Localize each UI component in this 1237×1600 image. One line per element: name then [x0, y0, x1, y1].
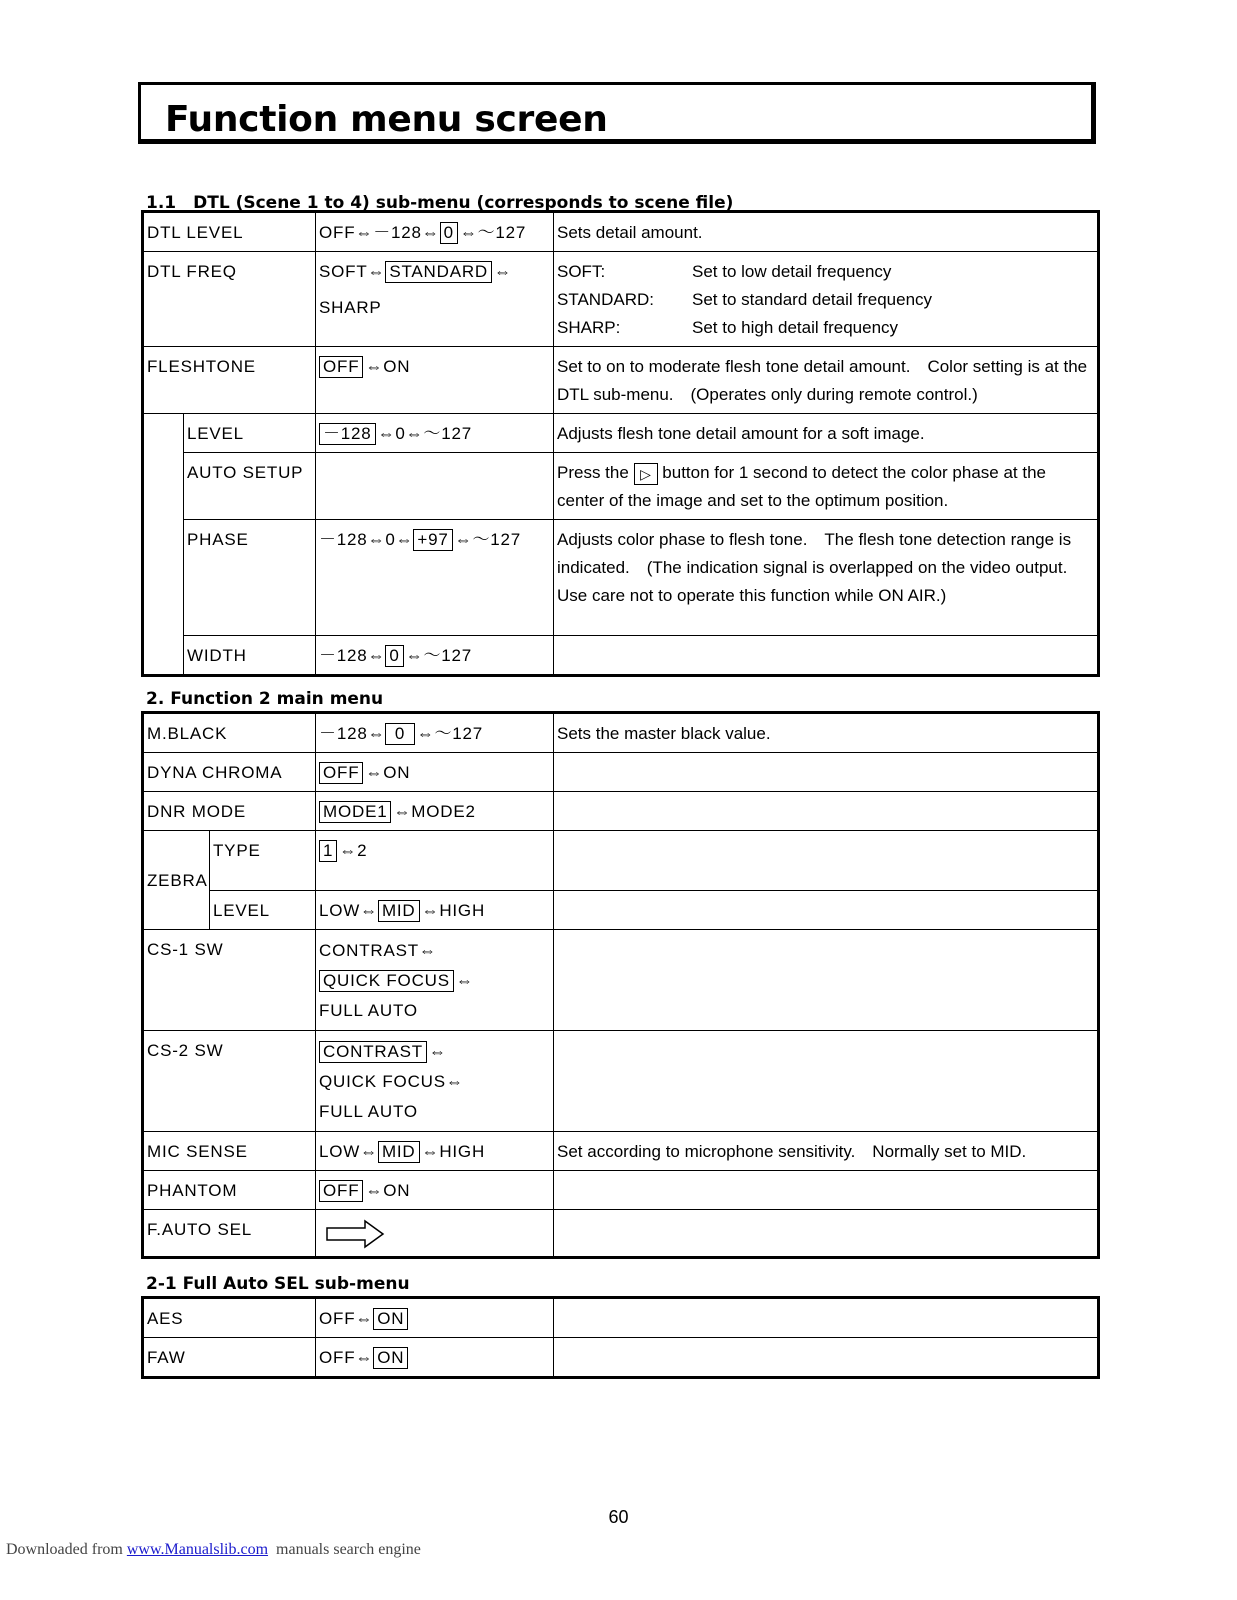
dtl-table — [141, 210, 1100, 677]
row-desc — [554, 930, 1099, 1031]
selected-value: 1 — [319, 840, 337, 862]
selected-value: －128 — [319, 423, 376, 445]
row-desc — [554, 753, 1099, 792]
table-row — [143, 1031, 1099, 1132]
row-desc — [554, 831, 1099, 891]
section1-heading: 1.1 DTL (Scene 1 to 4) sub-menu (corresponds to scene file) — [146, 193, 734, 213]
selected-value: OFF — [319, 762, 363, 784]
row-values: －128⇔0⇔ +97 ⇔～127 — [316, 520, 554, 636]
row-name: FAW — [143, 1338, 316, 1378]
row-desc — [554, 1171, 1099, 1210]
row-name: CS-1 SW — [143, 930, 316, 1031]
selected-value: 0 — [385, 723, 414, 745]
row-name: LEVEL — [184, 414, 316, 453]
row-desc: Set according to microphone sensitivity. Normally set to MID. — [554, 1132, 1099, 1171]
row-values: 1 ⇔2 — [316, 831, 554, 891]
table-row — [143, 347, 1099, 414]
row-values: CONTRAST⇔ QUICK FOCUS ⇔ FULL AUTO — [316, 930, 554, 1031]
row-values — [316, 453, 554, 520]
row-values: OFF ⇔ON — [316, 753, 554, 792]
section3-heading: 2-1 Full Auto SEL sub-menu — [146, 1274, 410, 1294]
row-name: DTL FREQ — [143, 252, 316, 347]
row-name: PHASE — [184, 520, 316, 636]
row-name: CS-2 SW — [143, 1031, 316, 1132]
row-values: MODE1 ⇔MODE2 — [316, 792, 554, 831]
table-row — [143, 713, 1099, 753]
table-row — [143, 792, 1099, 831]
indent-cell — [143, 414, 184, 676]
selected-value: ON — [373, 1308, 408, 1330]
table-row — [143, 891, 1099, 930]
row-name: WIDTH — [184, 636, 316, 676]
row-values: LOW⇔ MID ⇔HIGH — [316, 1132, 554, 1171]
table-row — [143, 1298, 1099, 1338]
row-desc: Adjusts color phase to flesh tone. The flesh tone detection range is indicated. (The indication signal is overlapped on the video output. Use care not to operate this function while ON AIR.) — [554, 520, 1099, 636]
row-desc: SOFT: Set to low detail frequency STANDARD: Set to standard detail frequency SHARP: Set to high detail frequency — [554, 252, 1099, 347]
row-values: CONTRAST ⇔ QUICK FOCUS⇔ FULL AUTO — [316, 1031, 554, 1132]
row-values: OFF ⇔ON — [316, 1171, 554, 1210]
row-values: OFF ⇔ON — [316, 347, 554, 414]
table-row — [143, 520, 1099, 636]
row-name: PHANTOM — [143, 1171, 316, 1210]
title-box — [138, 82, 1096, 144]
function2-table — [141, 711, 1100, 1259]
footer: Downloaded from www.Manualslib.com manuals search engine — [6, 1541, 421, 1558]
row-desc — [554, 1298, 1099, 1338]
row-desc — [554, 1338, 1099, 1378]
arrow-right-icon — [325, 1218, 387, 1250]
table-row — [143, 453, 1099, 520]
section2-heading: 2. Function 2 main menu — [146, 689, 384, 709]
selected-value: OFF — [319, 1180, 363, 1202]
row-desc: Set to on to moderate flesh tone detail amount. Color setting is at the DTL sub-menu. (Operates only during remote control.) — [554, 347, 1099, 414]
row-name: AES — [143, 1298, 316, 1338]
table-row — [143, 636, 1099, 676]
row-desc: Sets detail amount. — [554, 212, 1099, 252]
selected-value: 0 — [440, 222, 458, 244]
play-button-icon: ▷ — [634, 463, 658, 485]
row-subname: TYPE — [210, 831, 316, 891]
row-desc: Sets the master black value. — [554, 713, 1099, 753]
row-name: F.AUTO SEL — [143, 1210, 316, 1258]
row-values: OFF⇔ ON — [316, 1298, 554, 1338]
row-name: DTL LEVEL — [143, 212, 316, 252]
full-auto-table — [141, 1296, 1100, 1379]
table-row — [143, 753, 1099, 792]
row-name: MIC SENSE — [143, 1132, 316, 1171]
row-name: AUTO SETUP — [184, 453, 316, 520]
table-row — [143, 212, 1099, 252]
table-row — [143, 414, 1099, 453]
selected-value: MID — [378, 1141, 420, 1163]
manualslib-link[interactable]: www.Manualslib.com — [126, 1541, 269, 1558]
table-row — [143, 1171, 1099, 1210]
selected-value: STANDARD — [385, 261, 492, 283]
row-desc — [554, 1031, 1099, 1132]
row-name: DNR MODE — [143, 792, 316, 831]
selected-value: 0 — [385, 645, 403, 667]
row-desc — [554, 1210, 1099, 1258]
row-values: LOW⇔ MID ⇔HIGH — [316, 891, 554, 930]
row-values: OFF⇔－128⇔ 0 ⇔～127 — [316, 212, 554, 252]
row-name: FLESHTONE — [143, 347, 316, 414]
row-values: －128 ⇔0⇔～127 — [316, 414, 554, 453]
table-row — [143, 1338, 1099, 1378]
selected-value: +97 — [413, 529, 452, 551]
selected-value: CONTRAST — [319, 1041, 427, 1063]
selected-value: MODE1 — [319, 801, 391, 823]
table-row — [143, 930, 1099, 1031]
row-subname: LEVEL — [210, 891, 316, 930]
selected-value: QUICK FOCUS — [319, 970, 454, 992]
row-desc: Press the ▷ button for 1 second to detect the color phase at the center of the image and set to the optimum position. — [554, 453, 1099, 520]
row-values: －128⇔ 0 ⇔～127 — [316, 713, 554, 753]
row-desc — [554, 792, 1099, 831]
row-desc — [554, 891, 1099, 930]
row-values: OFF⇔ ON — [316, 1338, 554, 1378]
row-desc — [554, 636, 1099, 676]
row-name: ZEBRA — [143, 831, 210, 930]
row-name: DYNA CHROMA — [143, 753, 316, 792]
selected-value: MID — [378, 900, 420, 922]
table-row — [143, 1210, 1099, 1258]
row-values — [316, 1210, 554, 1258]
table-row — [143, 1132, 1099, 1171]
selected-value: OFF — [319, 356, 363, 378]
table-row — [143, 252, 1099, 347]
table-row — [143, 831, 1099, 891]
page-number: 60 — [608, 1507, 629, 1527]
row-name: M.BLACK — [143, 713, 316, 753]
selected-value: ON — [373, 1347, 408, 1369]
row-values: SOFT⇔ STANDARD ⇔ SHARP — [316, 252, 554, 347]
row-values: －128⇔ 0 ⇔～127 — [316, 636, 554, 676]
page-title: Function menu screen — [165, 99, 608, 140]
row-desc: Adjusts flesh tone detail amount for a soft image. — [554, 414, 1099, 453]
